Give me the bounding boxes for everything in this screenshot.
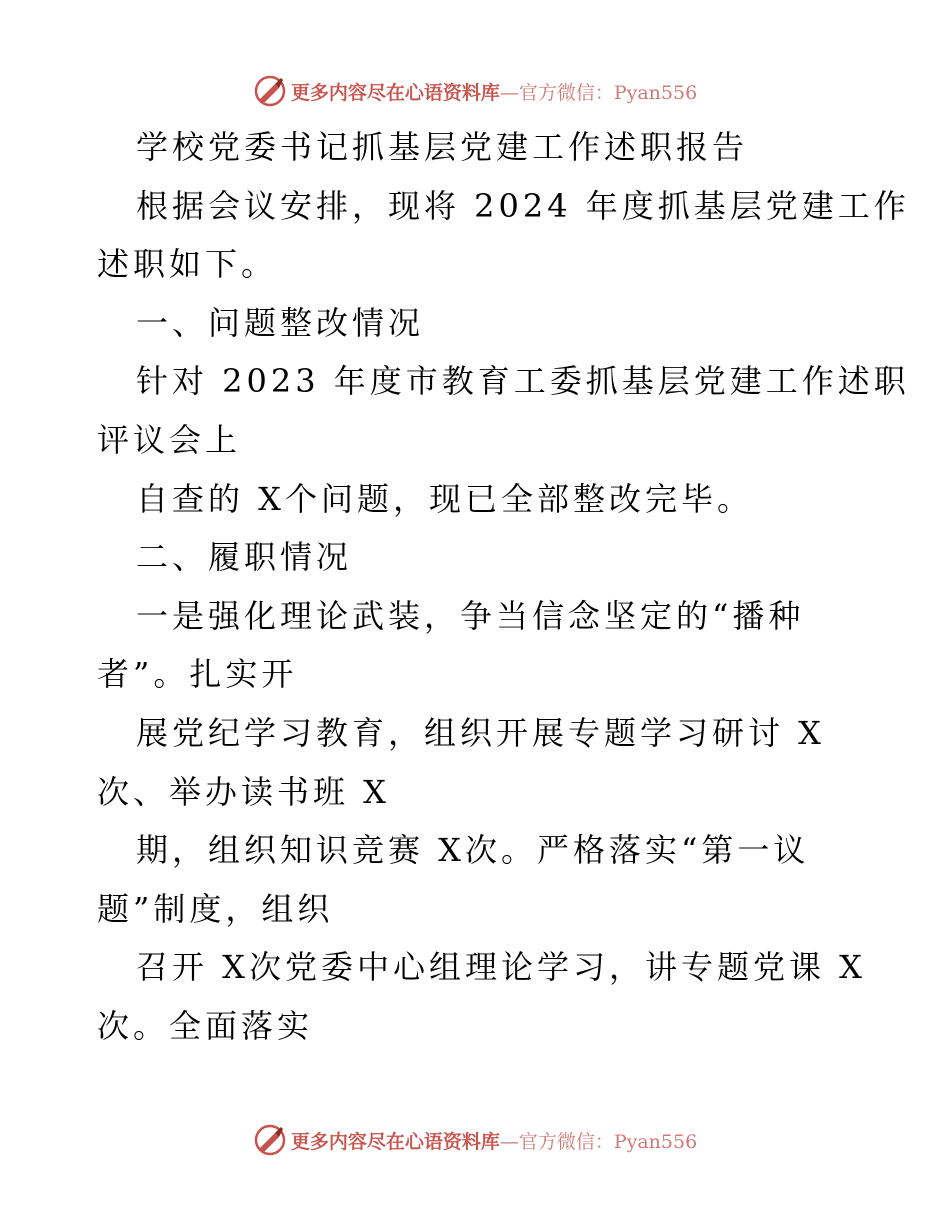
- paragraph-line: 者”。扎实开: [97, 655, 298, 694]
- paragraph-line: 自查的 X个问题，现已全部整改完毕。: [136, 479, 753, 518]
- pen-nib-logo-icon: [253, 74, 287, 108]
- paragraph-line: 针对 2023 年度市教育工委抓基层党建工作述职: [136, 362, 910, 401]
- watermark-header: [0, 71, 950, 111]
- paragraph-line: 述职如下。: [97, 245, 278, 284]
- paragraph-line: 召开 X次党委中心组理论学习，讲专题党课 X: [136, 948, 866, 987]
- watermark-text: 更多内容尽在心语资料库—官方微信：Pyan556: [290, 1130, 698, 1153]
- section-heading: 一、问题整改情况: [136, 303, 425, 342]
- paragraph-line: 根据会议安排，现将 2024 年度抓基层党建工作: [136, 186, 910, 225]
- document-body: [0, 118, 950, 1056]
- paragraph-line: 题”制度，组织: [97, 889, 334, 928]
- paragraph-line: 展党纪学习教育，组织开展专题学习研讨 X: [136, 713, 825, 752]
- paragraph-line: 评议会上: [97, 420, 242, 459]
- paragraph-line: 次。全面落实: [97, 1006, 314, 1045]
- paragraph-line: 次、举办读书班 X: [97, 772, 390, 811]
- paragraph-line: 期，组织知识竞赛 X次。严格落实“第一议: [136, 831, 810, 870]
- document-title: 学校党委书记抓基层党建工作述职报告: [136, 128, 749, 166]
- paragraph-line: 一是强化理论武装，争当信念坚定的“播种: [136, 596, 805, 635]
- watermark-footer: [0, 1120, 950, 1160]
- watermark-text: 更多内容尽在心语资料库—官方微信：Pyan556: [290, 81, 698, 104]
- section-heading: 二、履职情况: [136, 538, 353, 577]
- pen-nib-logo-icon: [253, 1123, 287, 1157]
